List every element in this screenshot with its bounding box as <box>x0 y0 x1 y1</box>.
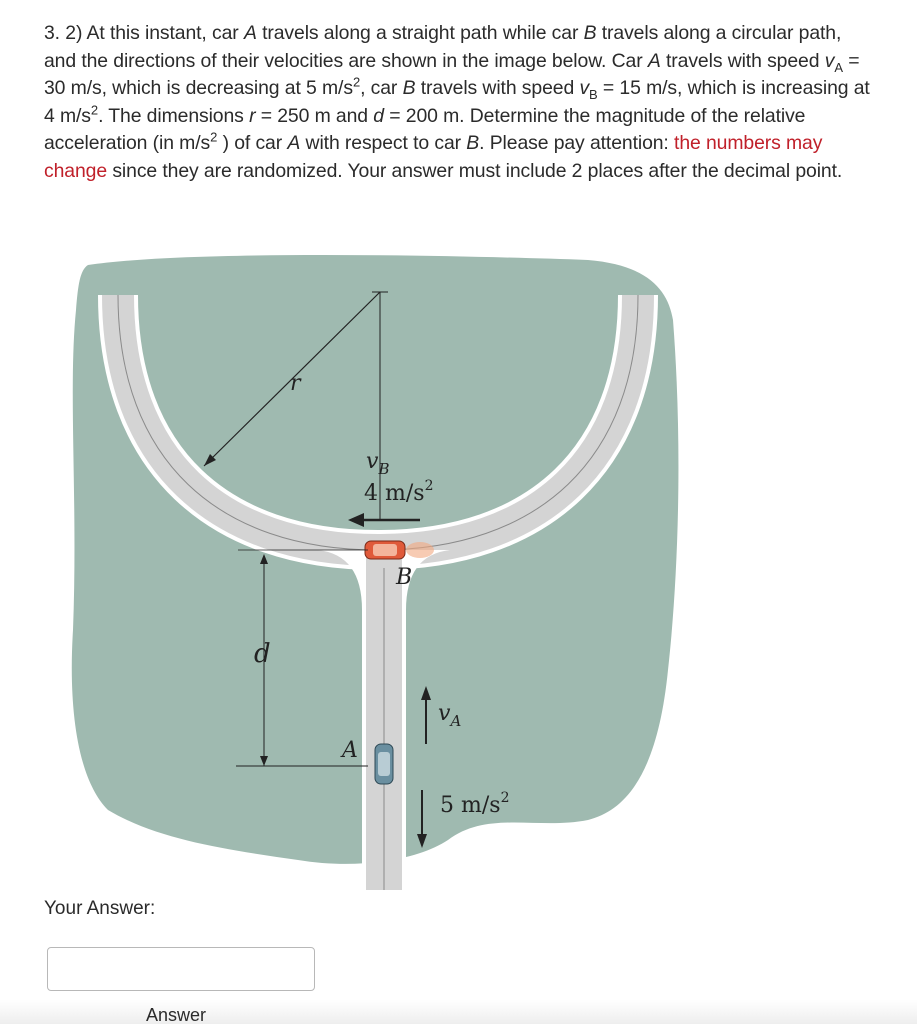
label-d: d <box>254 639 271 669</box>
question-fragment: , car <box>360 77 398 100</box>
label-ab: 4 $m/s^2$ <box>364 478 434 506</box>
vb-value: = 15 m/s, which is increasing at 4 m/s <box>44 77 870 127</box>
randomized-warning: the numbers may change <box>44 132 823 182</box>
question-fragment: travels with speed <box>666 49 820 72</box>
vb-symbol: v <box>579 77 590 100</box>
acc-exponent: 2 <box>210 129 218 145</box>
label-aa: 5 $m/s^2$ <box>440 790 510 818</box>
your-answer-label: Your Answer: <box>44 898 156 919</box>
question-number: 3. 2) <box>44 22 83 44</box>
label-vb: $v_B$ <box>366 449 390 478</box>
car-b-symbol: B <box>466 132 480 155</box>
label-r: r <box>290 371 301 396</box>
question-fragment: At this instant, car <box>86 22 239 44</box>
answer-button-label: Answer <box>146 1005 207 1025</box>
car-a-window <box>378 752 390 776</box>
car-b-window <box>373 544 397 556</box>
question-fragment: . Please pay attention: <box>479 132 669 155</box>
question-fragment: travels along a circular path, and the directions of their velocities are shown in the image below. Car <box>44 22 842 72</box>
answer-input[interactable] <box>47 947 315 991</box>
question-text <box>44 20 874 186</box>
car-a-symbol: A <box>287 132 301 155</box>
problem-figure <box>68 250 688 890</box>
va-exponent: 2 <box>352 74 361 90</box>
question-fragment: travels with speed <box>420 77 575 100</box>
question-fragment: since they are randomized. Your answer must include 2 places after the decimal point. <box>112 159 843 182</box>
answer-button[interactable] <box>0 1000 917 1024</box>
label-b: B <box>396 565 413 590</box>
label-a: A <box>342 738 358 763</box>
car-b-glow <box>406 542 434 558</box>
va-value: = 30 m/s, which is decreasing at 5 m/s <box>44 49 860 100</box>
car-a-symbol: A <box>647 49 661 72</box>
question-fragment: with respect to car <box>305 132 461 155</box>
vb-subscript: B <box>589 87 598 103</box>
va-symbol: v <box>824 49 835 72</box>
question-fragment: . The dimensions <box>98 104 244 127</box>
vb-exponent: 2 <box>90 102 99 118</box>
question-fragment: travels along a straight path while car <box>262 22 579 44</box>
question-fragment: ) of car <box>222 132 283 155</box>
car-b-symbol: B <box>402 77 416 100</box>
label-va: $v_A$ <box>438 701 462 730</box>
d-symbol: d <box>373 104 384 127</box>
r-value: = 250 m and <box>260 104 368 127</box>
car-b-symbol: B <box>583 22 597 44</box>
car-a-symbol: A <box>243 22 257 44</box>
road-diagram <box>68 250 688 890</box>
d-value: = 200 m. Determine the magnitude of the relative acceleration (in m/s <box>44 104 806 155</box>
va-subscript: A <box>834 59 843 75</box>
r-symbol: r <box>249 104 256 127</box>
